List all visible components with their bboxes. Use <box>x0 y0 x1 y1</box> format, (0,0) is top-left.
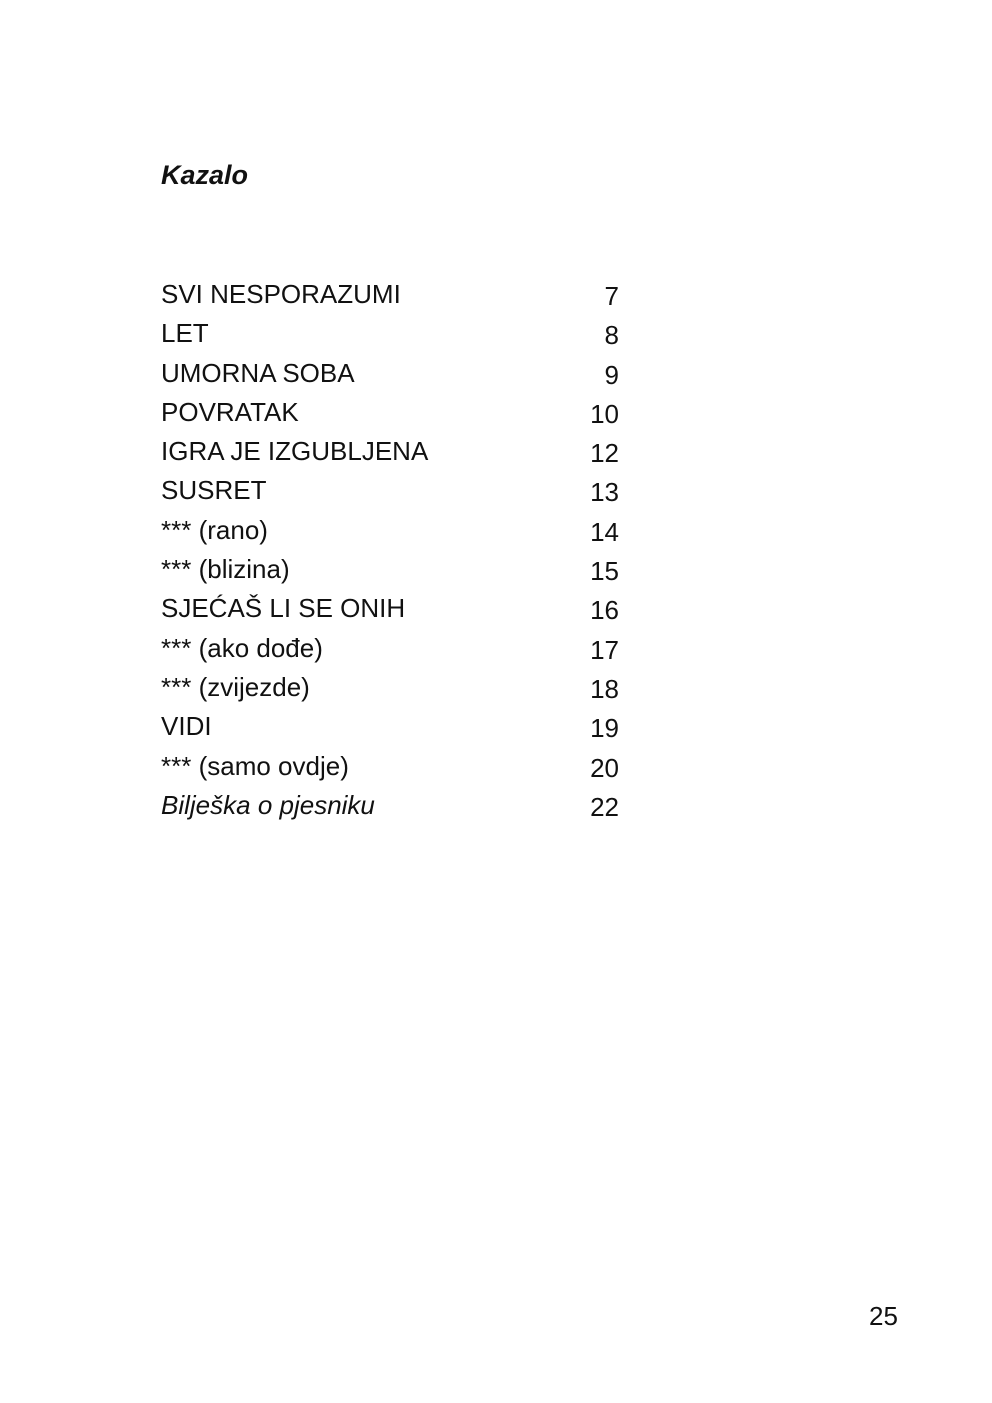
toc-entry <box>161 354 621 393</box>
toc-entry-title: *** (blizina) <box>161 554 290 585</box>
toc-entry <box>161 511 621 550</box>
toc-entry <box>161 589 621 628</box>
toc-entry-page: 18 <box>590 673 619 704</box>
toc-entry <box>161 432 621 471</box>
toc-entry-page: 8 <box>604 320 619 351</box>
toc-entry <box>161 314 621 353</box>
toc-entry-title: *** (rano) <box>161 514 268 545</box>
toc-entry-title: POVRATAK <box>161 396 299 427</box>
toc-entry-title: UMORNA SOBA <box>161 357 355 388</box>
toc-entry <box>161 393 621 432</box>
toc-entry <box>161 747 621 786</box>
toc-entry-page: 19 <box>590 713 619 744</box>
toc-entry-title: SUSRET <box>161 475 267 506</box>
toc-entry-page: 15 <box>590 556 619 587</box>
toc-entry-title: VIDI <box>161 711 212 742</box>
toc-entry-title: IGRA JE IZGUBLJENA <box>161 436 429 467</box>
table-of-contents <box>161 275 621 825</box>
toc-entry <box>161 707 621 746</box>
page-number: 25 <box>869 1301 898 1331</box>
toc-entry-title: Bilješka o pjesniku <box>161 789 375 820</box>
toc-entry <box>161 471 621 510</box>
toc-entry-title: SVI NESPORAZUMI <box>161 279 401 309</box>
toc-entry-page: 16 <box>590 595 619 626</box>
toc-entry-page: 17 <box>590 634 619 665</box>
page-title: Kazalo <box>161 160 249 190</box>
toc-entry <box>161 786 621 825</box>
toc-entry-page: 13 <box>590 477 619 508</box>
toc-entry <box>161 275 621 314</box>
toc-entry-page: 12 <box>590 438 619 469</box>
toc-entry-page: 22 <box>590 791 619 822</box>
toc-entry-page: 7 <box>604 281 619 311</box>
toc-entry-page: 14 <box>590 516 619 547</box>
toc-entry-title: SJEĆAŠ LI SE ONIH <box>161 593 406 624</box>
toc-entry-page: 9 <box>604 359 619 390</box>
toc-entry <box>161 550 621 589</box>
toc-entry <box>161 668 621 707</box>
toc-entry-page: 20 <box>590 752 619 783</box>
toc-entry <box>161 629 621 668</box>
toc-entry-title: *** (samo ovdje) <box>161 750 349 781</box>
toc-entry-page: 10 <box>590 398 619 429</box>
toc-entry-title: LET <box>161 318 209 349</box>
toc-entry-title: *** (zvijezde) <box>161 671 310 702</box>
toc-entry-title: *** (ako dođe) <box>161 632 323 663</box>
